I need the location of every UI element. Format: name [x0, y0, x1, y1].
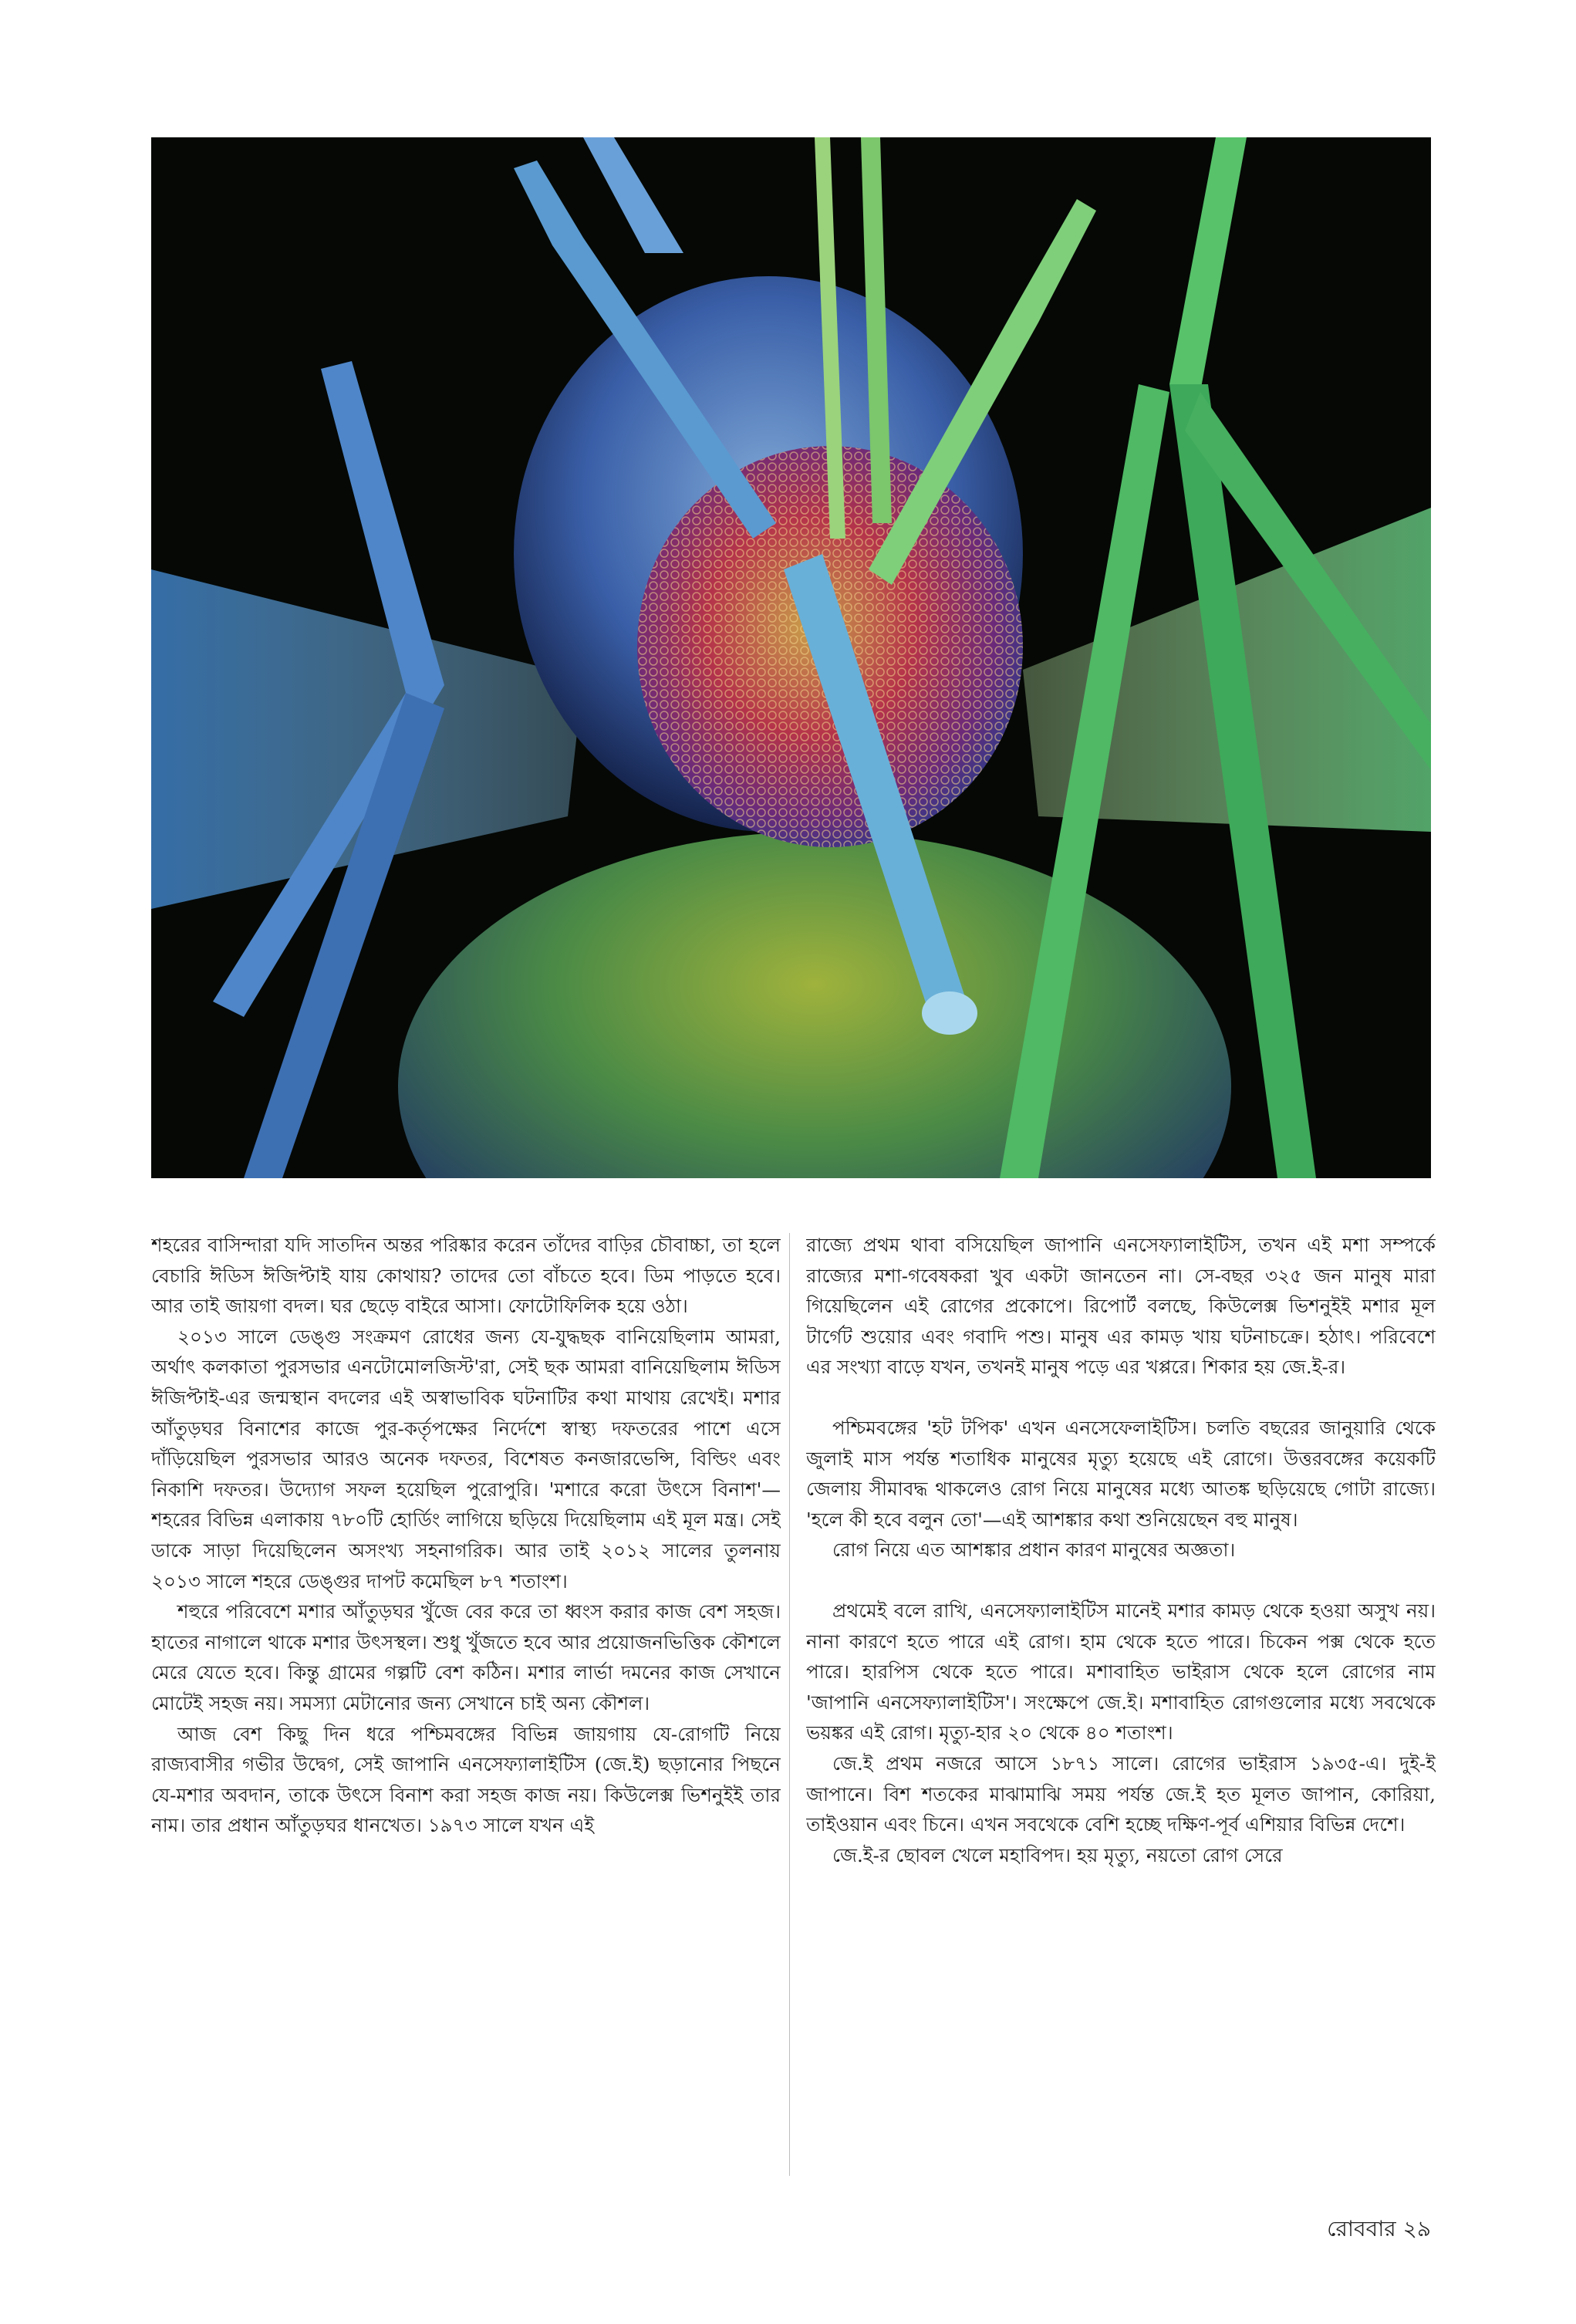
paragraph: প্রথমেই বলে রাখি, এনসেফ্যালাইটিস মানেই মশার কামড় থেকে হওয়া অসুখ নয়। নানা কারণে হতে পারে এই রোগ। হাম থেকে হতে পারে। চিকেন পক্স থেকে হতে পারে। হারপিস থেকে হতে পারে। মশাবাহিত ভাইরাস থেকে হলে রোগের নাম 'জাপানি এনসেফ্যালাইটিস'। সংক্ষেপে জে.ই। মশাবাহিত রোগগুলোর মধ্যে সবথেকে ভয়ঙ্কর এই রোগ। মৃত্যু-হার ২০ থেকে ৪০ শতাংশ। — [806, 1599, 1436, 1745]
mosquito-illustration — [151, 137, 1431, 1178]
mosquito-photo — [151, 137, 1431, 1178]
article-column-right — [806, 1230, 1436, 2179]
paragraph: জে.ই প্রথম নজরে আসে ১৮৭১ সালে। রোগের ভাইরাস ১৯৩৫-এ। দুই-ই জাপানে। বিশ শতকের মাঝামাঝি সময় পর্যন্ত জে.ই হত মূলত জাপান, কোরিয়া, তাইওয়ান এবং চিনে। এখন সবথেকে বেশি হচ্ছে দক্ষিণ-পূর্ব এশিয়ার বিভিন্ন দেশে। — [806, 1751, 1436, 1836]
paragraph: রাজ্যে প্রথম থাবা বসিয়েছিল জাপানি এনসেফ্যালাইটিস, তখন এই মশা সম্পর্কে রাজ্যের মশা-গবেষকরা খুব একটা জানতেন না। সে-বছর ৩২৫ জন মানুষ মারা গিয়েছিলেন এই রোগের প্রকোপে। রিপোর্ট বলছে, কিউলেক্স ভিশনুইই মশার মূল টার্গেট শুয়োর এবং গবাদি পশু। মানুষ এর কামড় খায় ঘটনাচক্রে। হঠাৎ। পরিবেশে এর সংখ্যা বাড়ে যখন, তখনই মানুষ পড়ে এর খপ্পরে। শিকার হয় জে.ই-র। — [806, 1234, 1436, 1379]
paragraph: ২০১৩ সালে ডেঙ্গু সংক্রমণ রোধের জন্য যে-যুদ্ধছক বানিয়েছিলাম আমরা, অর্থাৎ কলকাতা পুরসভার এনটোমোলজিস্ট'রা, সেই ছক আমরা বানিয়েছিলাম ঈডিস ঈজিপ্টাই-এর জন্মস্থান বদলের এই অস্বাভাবিক ঘটনাটির কথা মাথায় রেখেই। মশার আঁতুড়ঘর বিনাশের কাজে পুর-কর্তৃপক্ষের নির্দেশে স্বাস্থ্য দফতরের পাশে এসে দাঁড়িয়েছিল পুরসভার আরও অনেক দফতর, বিশেষত কনজারভেন্সি, বিল্ডিং এবং নিকাশি দফতর। উদ্যোগ সফল হয়েছিল পুরোপুরি। 'মশারে করো উৎসে বিনাশ'—শহরের বিভিন্ন এলাকায় ৭৮০টি হোর্ডিং লাগিয়ে ছড়িয়ে দিয়েছিলাম এই মূল মন্ত্র। সেই ডাকে সাড়া দিয়েছিলেন অসংখ্য সহনাগরিক। আর তাই ২০১২ সালের তুলনায় ২০১৩ সালে শহরে ডেঙ্গুর দাপট কমেছিল ৮৭ শতাংশ। — [151, 1325, 781, 1593]
column-divider — [789, 1233, 790, 2176]
paragraph: রোগ নিয়ে এত আশঙ্কার প্রধান কারণ মানুষের অজ্ঞতা। — [832, 1539, 1236, 1562]
paragraph: আজ বেশ কিছু দিন ধরে পশ্চিমবঙ্গের বিভিন্ন জায়গায় যে-রোগটি নিয়ে রাজ্যবাসীর গভীর উদ্বেগ, সেই জাপানি এনসেফ্যালাইটিস (জে.ই) ছড়ানোর পিছনে যে-মশার অবদান, তাকে উৎসে বিনাশ করা সহজ কাজ নয়। কিউলেক্স ভিশনুইই তার নাম। তার প্রধান আঁতুড়ঘর ধানখেত। ১৯৭৩ সালে যখন এই — [151, 1722, 781, 1837]
paragraph: জে.ই-র ছোবল খেলে মহাবিপদ। হয় মৃত্যু, নয়তো রোগ সেরে — [832, 1843, 1283, 1866]
paragraph: পশ্চিমবঙ্গের 'হট টপিক' এখন এনসেফেলাইটিস। চলতি বছরের জানুয়ারি থেকে জুলাই মাস পর্যন্ত শতাধিক মানুষের মৃত্যু হয়েছে এই রোগে। উত্তরবঙ্গের কয়েকটি জেলায় সীমাবদ্ধ থাকলেও রোগ নিয়ে মানুষের মধ্যে আতঙ্ক ছড়িয়েছে গোটা রাজ্যে। 'হলে কী হবে বলুন তো'—এই আশঙ্কার কথা শুনিয়েছেন বহু মানুষ। — [806, 1416, 1436, 1531]
article-column-left — [151, 1230, 781, 2179]
paragraph: শহরের বাসিন্দারা যদি সাতদিন অন্তর পরিষ্কার করেন তাঁদের বাড়ির চৌবাচ্চা, তা হলে বেচারি ঈডিস ঈজিপ্টাই যায় কোথায়? তাদের তো বাঁচতে হবে। ডিম পাড়তে হবে। আর তাই জায়গা বদল। ঘর ছেড়ে বাইরে আসা। ফোটোফিলিক হয়ে ওঠা। — [151, 1234, 781, 1318]
paragraph: শহুরে পরিবেশে মশার আঁতুড়ঘর খুঁজে বের করে তা ধ্বংস করার কাজ বেশ সহজ। হাতের নাগালে থাকে মশার উৎসস্থল। শুধু খুঁজতে হবে আর প্রয়োজনভিত্তিক কৌশলে মেরে যেতে হবে। কিন্তু গ্রামের গল্পটি বেশ কঠিন। মশার লার্ভা দমনের কাজ সেখানে মোটেই সহজ নয়। সমস্যা মেটানোর জন্য সেখানে চাই অন্য কৌশল। — [151, 1600, 781, 1714]
page-folio: রোববার ২৯ — [1327, 2216, 1431, 2241]
